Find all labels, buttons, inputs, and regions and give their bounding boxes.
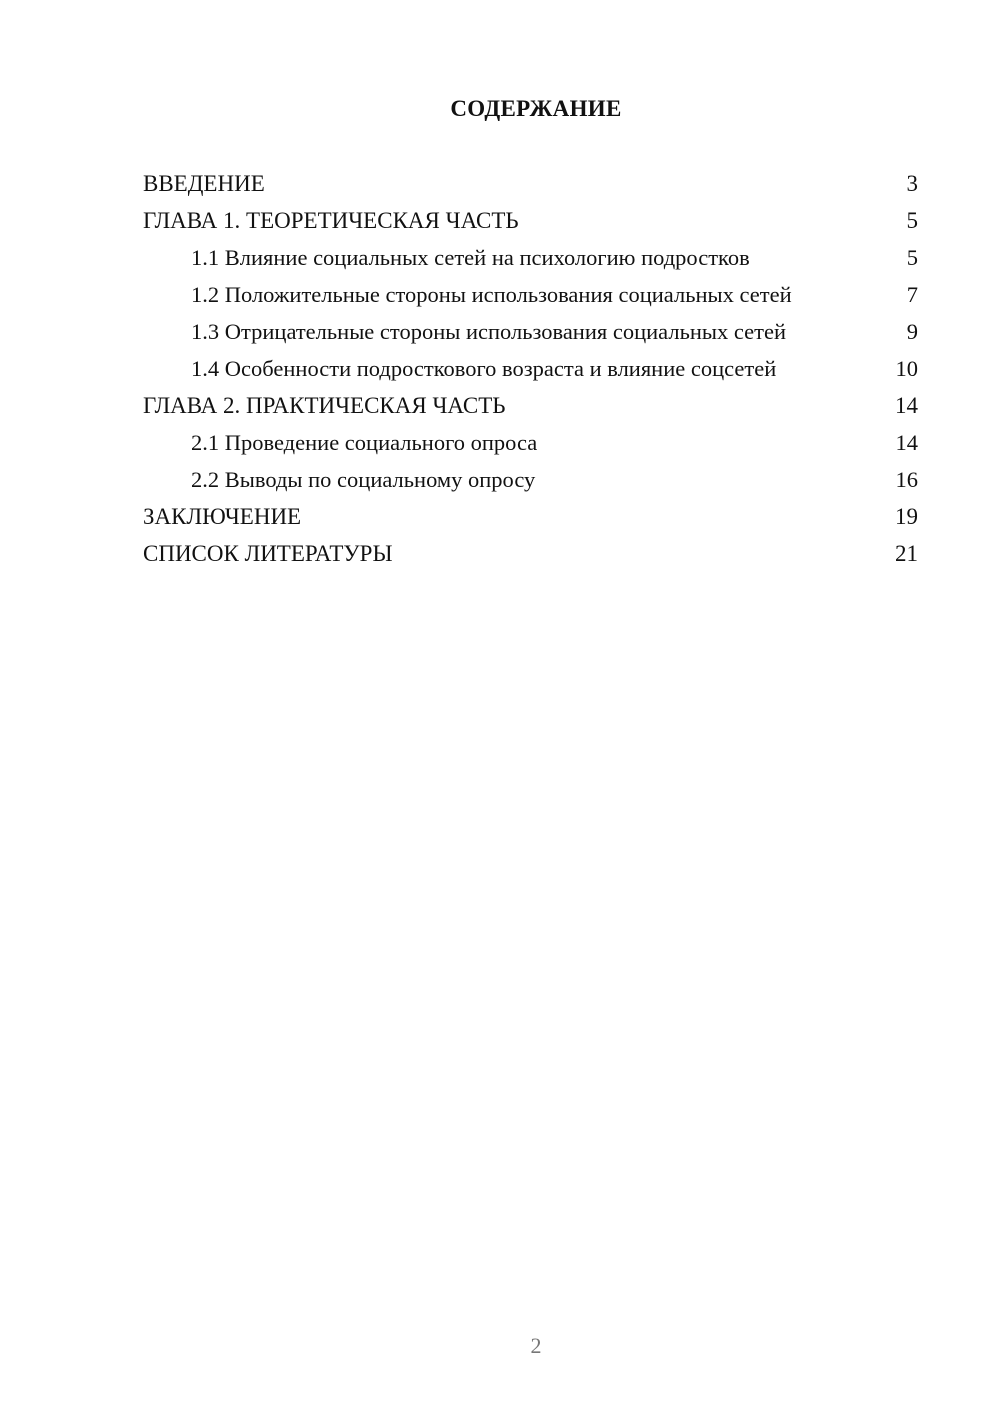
toc-entry-page: 16 [895, 467, 918, 492]
toc-entry-label: 2.2 Выводы по социальному опросу [191, 467, 536, 492]
toc-entry-page: 19 [895, 504, 918, 529]
toc-entry-page: 14 [895, 393, 918, 418]
page-title: СОДЕРЖАНИЕ [450, 96, 622, 121]
toc-entry-label: 1.2 Положительные стороны использования социальных сетей [191, 282, 792, 307]
toc-entry-page: 5 [906, 245, 918, 270]
toc-entry-section-1-4[interactable] [143, 355, 918, 382]
toc-entry-chapter-2[interactable] [143, 392, 918, 419]
toc-entry-section-2-1[interactable] [143, 429, 918, 456]
toc-entry-section-1-2[interactable] [143, 281, 918, 308]
toc-entry-section-2-2[interactable] [143, 466, 918, 493]
toc-entry-page: 5 [906, 208, 918, 233]
page-number: 2 [530, 1333, 542, 1358]
toc-entry-label: ГЛАВА 1. ТЕОРЕТИЧЕСКАЯ ЧАСТЬ [143, 208, 519, 233]
toc-entry-label: ЗАКЛЮЧЕНИЕ [143, 504, 302, 529]
toc-entry-label: 1.4 Особенности подросткового возраста и влияние соцсетей [191, 356, 777, 381]
toc-entry-label: СПИСОК ЛИТЕРАТУРЫ [143, 541, 393, 566]
toc-entry-page: 3 [906, 171, 918, 196]
toc-entry-page: 10 [895, 356, 918, 381]
toc-entry-references[interactable] [143, 540, 918, 567]
toc-entry-section-1-1[interactable] [143, 244, 918, 271]
toc-entry-chapter-1[interactable] [143, 207, 918, 234]
table-of-contents [143, 170, 918, 567]
toc-entry-page: 14 [895, 430, 918, 455]
toc-entry-page: 9 [906, 319, 918, 344]
toc-entry-label: ГЛАВА 2. ПРАКТИЧЕСКАЯ ЧАСТЬ [143, 393, 506, 418]
toc-entry-section-1-3[interactable] [143, 318, 918, 345]
toc-entry-introduction[interactable] [143, 170, 918, 197]
toc-entry-conclusion[interactable] [143, 503, 918, 530]
toc-entry-label: 2.1 Проведение социального опроса [191, 430, 538, 455]
toc-entry-label: 1.1 Влияние социальных сетей на психологию подростков [191, 245, 750, 270]
toc-entry-label: 1.3 Отрицательные стороны использования социальных сетей [191, 319, 786, 344]
toc-entry-page: 21 [895, 541, 918, 566]
toc-entry-page: 7 [906, 282, 918, 307]
toc-entry-label: ВВЕДЕНИЕ [143, 171, 265, 196]
